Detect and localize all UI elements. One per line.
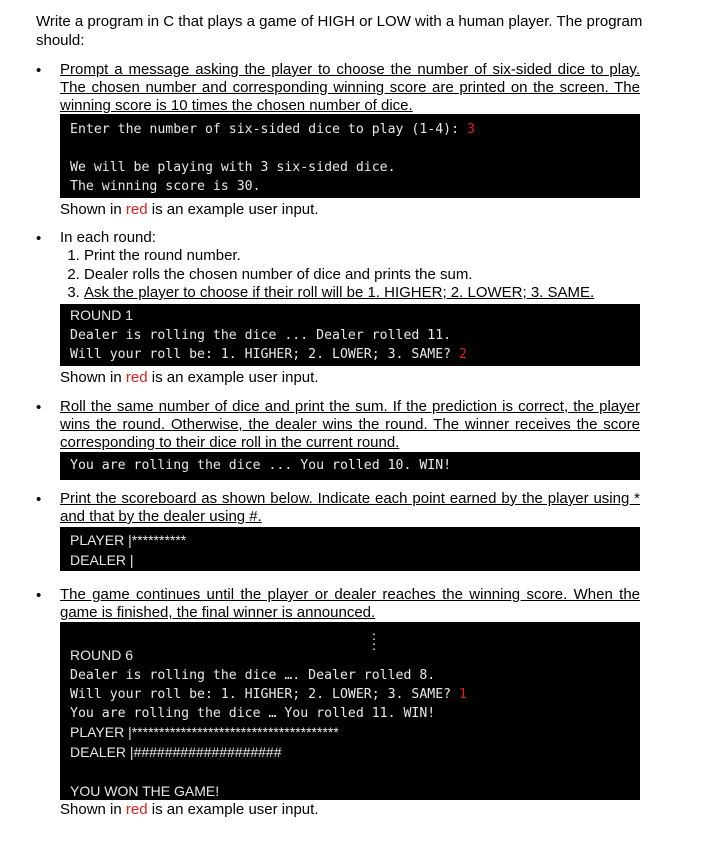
bullet-4: •	[36, 491, 42, 508]
step-1: 1. Print the round number.	[84, 247, 654, 266]
bullet-3: •	[36, 399, 42, 416]
terminal-round1	[60, 304, 640, 366]
setup-input: 3	[466, 122, 475, 137]
step-2: 2. Dealer rolls the chosen number of dice and prints the sum.	[84, 266, 654, 285]
section4-text: Print the scoreboard as shown below. Indicate each point earned by the player using * and that by the dealer using #.	[60, 490, 640, 525]
round1-input: 2	[459, 347, 467, 362]
terminal-final-round: . . . . ROUND 6 Dealer is rolling the dice …. Dealer rolled 8. Will your roll be: 1. HIGHER; 2. LOWER; 3. SAME? 1 You are rolling the dice … You rolled 11. WIN! PLAYER |************************************** DEALER |################### YOU WON THE GAME!	[60, 622, 640, 800]
round-steps-list	[60, 247, 654, 303]
round6-prompt: Will your roll be: 1. HIGHER; 2. LOWER; 3. SAME?	[70, 687, 460, 702]
section1-text: Prompt a message asking the player to choose the number of six-sided dice to play. The chosen number and corresponding winning score are printed on the screen. The winning score is 10 times the chosen number of dice.	[60, 61, 640, 114]
ellipsis-vertical-icon: . . . .	[372, 622, 376, 653]
final-dealer-label: DEALER	[70, 744, 127, 760]
game-result: YOU WON THE GAME!	[70, 783, 220, 799]
round6-input: 1	[459, 687, 467, 702]
terminal-player-roll	[60, 452, 640, 480]
intro-paragraph: Write a program in C that plays a game of HIGH or LOW with a human player. The program should:	[36, 13, 643, 49]
final-dealer-score: ###################	[133, 744, 282, 760]
setup-line3: The winning score is 30.	[70, 179, 261, 194]
bullet-2: •	[36, 230, 42, 247]
round6-label: ROUND 6	[70, 647, 134, 663]
terminal-scoreboard: PLAYER |********** DEALER |	[60, 527, 640, 571]
input-note-3: Shown in red is an example user input.	[60, 801, 319, 818]
terminal-setup	[60, 114, 640, 198]
section5-text: The game continues until the player or dealer reaches the winning score. When the game is finished, the final winner is announced.	[60, 586, 640, 621]
setup-prompt: Enter the number of six-sided dice to play (1-4):	[70, 122, 467, 137]
input-note-1: Shown in red is an example user input.	[60, 201, 319, 218]
player-roll-line: You are rolling the dice ... You rolled 10. WIN!	[70, 458, 452, 473]
round6-dealer-line: Dealer is rolling the dice …. Dealer rolled 8.	[70, 668, 436, 683]
scoreboard-player-label: PLAYER	[70, 532, 125, 548]
round1-label: ROUND 1	[70, 307, 134, 323]
bullet-1: •	[36, 62, 42, 79]
scoreboard-dealer-label: DEALER	[70, 552, 127, 568]
round1-prompt: Will your roll be: 1. HIGHER; 2. LOWER; 3. SAME?	[70, 347, 460, 362]
final-player-score: **************************************	[131, 724, 339, 740]
section2-heading: In each round:	[60, 229, 156, 246]
round1-dealer-line: Dealer is rolling the dice ... Dealer rolled 11.	[70, 328, 452, 343]
bullet-5: •	[36, 587, 42, 604]
step-3: 3. Ask the player to choose if their roll will be 1. HIGHER; 2. LOWER; 3. SAME.	[84, 284, 654, 303]
round6-rolling-line: You are rolling the dice … You rolled 11. WIN!	[70, 706, 436, 721]
section3-text: Roll the same number of dice and print the sum. If the prediction is correct, the player wins the round. Otherwise, the dealer wins the round. The winner receives the score corresponding to their dice roll in the current round.	[60, 398, 640, 451]
setup-line2: We will be playing with 3 six-sided dice.	[70, 160, 396, 175]
scoreboard-player-score: **********	[131, 532, 187, 548]
final-player-label: PLAYER	[70, 724, 125, 740]
input-note-2: Shown in red is an example user input.	[60, 369, 319, 386]
